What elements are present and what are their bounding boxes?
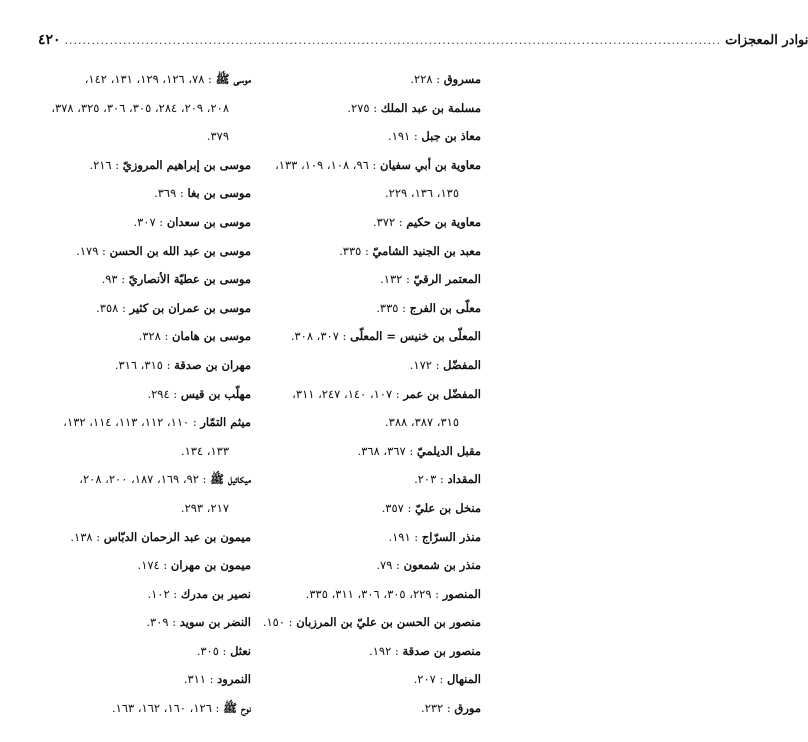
entry-page-refs: : ٧٨، ١٢٦، ١٢٩، ١٣١، ١٤٢، xyxy=(84,72,212,86)
index-entry xyxy=(26,208,251,237)
index-column-right xyxy=(246,65,481,723)
entry-name: ميمون بن عبد الرحمان الدبّاس xyxy=(103,529,251,544)
index-entry xyxy=(246,208,481,237)
entry-page-refs: : ٢٢٩، ٣٠٥، ٣٠٦، ٣١١، ٣٣٥. xyxy=(305,586,440,601)
entry-name: معاذ بن جبل xyxy=(421,129,481,144)
entry-page-refs: : ٩٣. xyxy=(101,272,126,287)
entry-page-refs: : ٣٧٢. xyxy=(372,214,403,229)
entry-name: النضر بن سويد xyxy=(179,615,251,630)
entry-name: نصير بن مدرك xyxy=(180,586,251,601)
index-entry xyxy=(26,437,251,466)
entry-page-refs: : ٩٢، ١٦٩، ١٨٧، ٢٠٠، ٢٠٨، xyxy=(79,472,207,487)
entry-name: مهلّب بن قيس xyxy=(180,386,251,401)
entry-name: منذر بن شمعون xyxy=(403,558,481,573)
entry-name: ميثم التمّار xyxy=(200,415,251,430)
entry-name: منخل بن عليّ xyxy=(415,500,481,515)
entry-name: معاوية بن حكيم xyxy=(406,214,481,229)
entry-name: موسى ﷺ xyxy=(215,72,251,86)
entry-page-refs: : ٩٦، ١٠٨، ١٠٩، ١٣٣، xyxy=(275,157,377,172)
entry-name: المنصور xyxy=(442,586,481,601)
entry-page-refs: ٢٠٨، ٢٠٩، ٢٨٤، ٣٠٥، ٣٠٦، ٣٢٥، ٣٧٨، xyxy=(51,100,229,115)
entry-page-refs: : ١٩٢. xyxy=(369,643,399,658)
index-entry xyxy=(26,694,251,723)
index-entry xyxy=(246,65,481,94)
entry-name: موسى بن بغا xyxy=(187,186,251,201)
entry-page-refs: ٢١٧، ٢٩٣. xyxy=(180,500,229,515)
index-entry xyxy=(246,465,481,494)
index-entry xyxy=(26,608,251,637)
entry-page-refs: : ٣٠٧. xyxy=(133,214,164,229)
index-entry xyxy=(26,122,251,151)
index-entry xyxy=(246,122,481,151)
entry-page-refs: ١٣٥، ١٣٦، ٢٢٩. xyxy=(385,186,459,201)
entry-name: مسروق xyxy=(443,72,481,86)
entry-name: معاوية بن أبي سفيان xyxy=(380,157,481,172)
entry-page-refs: : ١٩١. xyxy=(388,129,418,144)
entry-page-refs: : ٣٦٩. xyxy=(154,186,184,201)
index-entry xyxy=(246,437,481,466)
entry-page-refs: : ٢٠٣. xyxy=(414,472,444,487)
entry-name: المفضّل بن عمر xyxy=(403,386,481,401)
entry-name: ميمون بن مهران xyxy=(170,558,251,573)
index-entry xyxy=(246,322,481,351)
index-entry xyxy=(246,637,481,666)
index-entry xyxy=(246,237,481,266)
running-header xyxy=(38,32,808,52)
index-entry xyxy=(26,294,251,323)
entry-page-refs: : ٢١٦. xyxy=(89,157,120,172)
index-entry xyxy=(246,608,481,637)
entry-page-refs: : ١٩١. xyxy=(388,529,419,544)
entry-name: مقبل الديلميّ xyxy=(416,443,481,458)
entry-page-refs: : ١٠٢. xyxy=(147,586,178,601)
entry-page-refs: : ٣٥٨. xyxy=(96,300,126,315)
index-entry xyxy=(246,351,481,380)
index-entry xyxy=(246,151,481,180)
entry-name: النمرود xyxy=(217,672,251,687)
entry-page-refs: ٣٧٩. xyxy=(206,129,229,144)
entry-page-refs: : ١٣٨. xyxy=(70,529,101,544)
index-entry xyxy=(26,265,251,294)
entry-name: المفضّل xyxy=(443,357,481,372)
entry-page-refs: : ٣٠٥. xyxy=(196,643,227,658)
entry-name: ميكائيل ﷺ xyxy=(210,472,251,487)
entry-name: المنهال xyxy=(447,672,481,687)
index-entry xyxy=(26,494,251,523)
entry-name: موسى بن عمران بن كثير xyxy=(129,300,251,315)
index-entry xyxy=(26,580,251,609)
entry-page-refs: : ١٧٢. xyxy=(409,357,440,372)
entry-page-refs: : ٣١١. xyxy=(183,672,214,687)
index-entry xyxy=(26,551,251,580)
index-entry xyxy=(246,179,481,208)
entry-page-refs: ١٣٣، ١٣٤. xyxy=(180,443,229,458)
entry-name: مورق xyxy=(454,701,481,716)
entry-name: موسى بن سعدان xyxy=(166,214,251,229)
entry-page-refs: : ٣٢٨. xyxy=(138,329,169,344)
entry-name: موسى بن هامان xyxy=(172,329,251,344)
index-entry xyxy=(246,265,481,294)
entry-page-refs: : ١٠٧، ١٤٠، ٢٤٧، ٣١١، xyxy=(292,386,400,401)
entry-page-refs: : ٣١٥، ٣١٦. xyxy=(114,357,171,372)
index-entry xyxy=(26,237,251,266)
book-title: نوادر المعجزات xyxy=(725,33,808,48)
index-entry xyxy=(246,523,481,552)
index-entry xyxy=(246,694,481,723)
entry-page-refs: : ٣٥٧. xyxy=(381,500,412,515)
entry-page-refs: : ٣٦٧، ٣٦٨. xyxy=(357,443,414,458)
entry-page-refs: : ٣٠٧، ٣٠٨. xyxy=(290,329,347,344)
index-entry xyxy=(26,637,251,666)
entry-page-refs: : ٣٠٩. xyxy=(146,615,177,630)
entry-page-refs: : ١٥٠. xyxy=(262,615,293,630)
entry-page-refs: : ١١٠، ١١٢، ١١٣، ١١٤، ١٣٢، xyxy=(63,415,197,430)
index-entry xyxy=(26,380,251,409)
entry-page-refs: : ٢٣٢. xyxy=(421,701,451,716)
index-entry xyxy=(246,665,481,694)
entry-page-refs: : ٢٩٤. xyxy=(147,386,178,401)
index-column-left xyxy=(26,65,251,723)
entry-name: نوح ﷺ xyxy=(223,701,251,716)
index-entry xyxy=(26,179,251,208)
entry-name: موسى بن عطيّة الأنصاريّ xyxy=(128,272,251,287)
entry-name: معلّى بن الفرج xyxy=(409,300,481,315)
index-entry xyxy=(246,294,481,323)
entry-name: منذر السرّاج xyxy=(421,529,481,544)
entry-name: موسى بن إبراهيم المروزيّ xyxy=(122,157,251,172)
entry-page-refs: : ٣٣٥. xyxy=(376,300,406,315)
entry-page-refs: : ٢٧٥. xyxy=(347,100,378,115)
header-leader-dots: .................................................................................................................................................. xyxy=(64,34,722,47)
entry-page-refs: : ٢٢٨. xyxy=(410,72,441,86)
entry-name: مهران بن صدقة xyxy=(174,357,251,372)
entry-name: المعلّى بن خنيس = المعلّى xyxy=(350,329,481,344)
entry-name: موسى بن عبد الله بن الحسن xyxy=(109,243,251,258)
index-entry xyxy=(26,151,251,180)
entry-name: معبد بن الجنيد الشاميّ xyxy=(372,243,481,258)
entry-name: مسلمة بن عبد الملك xyxy=(380,100,481,115)
entry-page-refs: : ١٣٢. xyxy=(380,272,410,287)
entry-name: المقداد xyxy=(447,472,481,487)
entry-name: منصور بن الحسن بن عليّ بن المرزبان xyxy=(296,615,481,630)
index-entry xyxy=(26,65,251,94)
entry-page-refs: : ١٧٩. xyxy=(76,243,106,258)
index-entry xyxy=(26,665,251,694)
entry-page-refs: : ٣٣٥. xyxy=(339,243,369,258)
index-entry xyxy=(26,465,251,494)
index-entry xyxy=(246,408,481,437)
index-entry xyxy=(26,351,251,380)
index-entry xyxy=(26,408,251,437)
index-entry xyxy=(246,551,481,580)
index-entry xyxy=(246,94,481,123)
index-entry xyxy=(246,494,481,523)
entry-page-refs: : ١٢٦، ١٦٠، ١٦٢، ١٦٣. xyxy=(111,701,220,716)
page-number: ٤٢٠ xyxy=(38,32,61,48)
index-entry xyxy=(26,523,251,552)
entry-page-refs: : ٧٩. xyxy=(376,558,400,573)
entry-name: منصور بن صدقة xyxy=(402,643,481,658)
entry-page-refs: : ٢٠٧. xyxy=(413,672,444,687)
entry-name: نعثل xyxy=(230,643,251,658)
index-entry xyxy=(26,94,251,123)
index-entry xyxy=(26,322,251,351)
entry-name: المعتمر الرقيّ xyxy=(413,272,481,287)
entry-page-refs: ٣١٥، ٣٨٧، ٣٨٨. xyxy=(385,415,459,430)
index-entry xyxy=(246,380,481,409)
entry-page-refs: : ١٧٤. xyxy=(137,558,168,573)
index-entry xyxy=(246,580,481,609)
